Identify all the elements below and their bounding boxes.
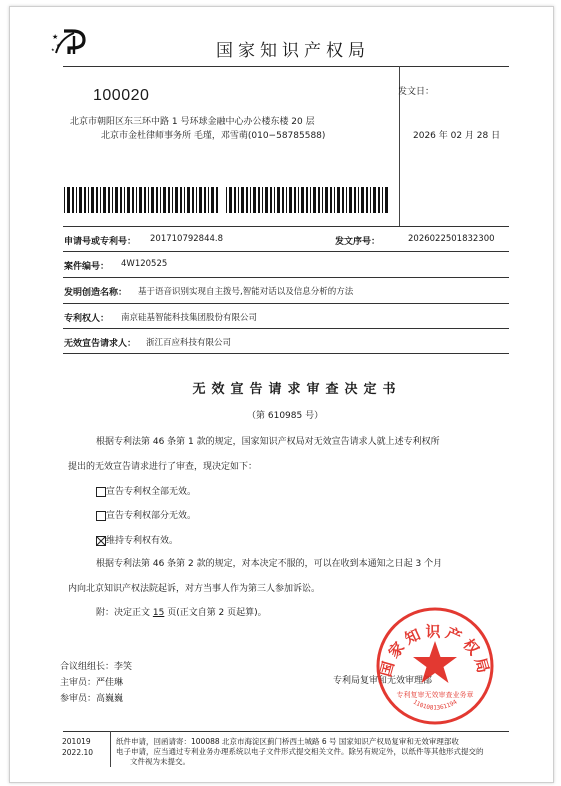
option-checkbox [96, 487, 106, 497]
patentee-label: 专利权人： [64, 314, 110, 324]
checked-checkbox-icon [96, 536, 106, 546]
svg-text:★: ★ [56, 43, 61, 49]
invention-value: 基于语音识别实现自主拨号,智能对话以及信息分析的方法 [138, 287, 354, 297]
para1-line1: 根据专利法第 46 条第 1 款的规定，国家知识产权局对无效宣告请求人就上述专利权所 [96, 437, 440, 447]
footer-note-2: 电子申请，应当通过专利业务办理系统以电子文件形式提交相关文件。除另有规定外，以纸件等其他形式提交的 [116, 747, 484, 757]
dispatch-date-label: 发文日： [398, 87, 435, 97]
requester-label: 无效宣告请求人： [64, 339, 137, 349]
para2-line1: 根据专利法第 46 条第 2 款的规定，对本决定不服的，可以在收到本通知之日起 3 个月 [96, 559, 443, 569]
decision-title: 无效宣告请求审查决定书 [192, 382, 402, 397]
member-examiner: 参审员：高巍巍 [60, 694, 124, 704]
row-rule [63, 303, 509, 304]
address-line-1: 北京市朝阳区东三环中路 1 号环球金融中心办公楼东楼 20 层 [70, 117, 315, 127]
attachment-note [96, 609, 267, 618]
address-line-2: 北京市金杜律师事务所 毛瑾，邓雪萌(010−58785588) [101, 131, 326, 141]
footer-note-1: 纸件申请，回函请寄：100088 北京市海淀区蓟门桥西土城路 6 号 国家知识产权局复审和无效审理部收 [116, 737, 459, 746]
dispatch-date-value: 2026 年 02 月 28 日 [413, 131, 501, 141]
form-code: 201019 [62, 737, 91, 746]
decision-number: （第 610985 号） [247, 411, 324, 421]
footer-note-3: 文件视为未提交。 [130, 757, 190, 767]
official-seal-stamp [374, 605, 496, 727]
attachment-suffix: 页(正文自第 2 页起算)。 [164, 608, 267, 618]
document-page [9, 6, 554, 783]
row-rule [63, 226, 509, 227]
case-no-value: 4W120525 [121, 259, 168, 269]
office-name: 国家知识产权局 [216, 41, 370, 61]
option-invalid-all [96, 487, 196, 497]
postcode: 100020 [93, 87, 150, 104]
footer-divider [110, 731, 111, 767]
row-rule [63, 353, 509, 354]
row-rule [63, 251, 509, 252]
svg-text:★: ★ [52, 33, 59, 41]
header-rule [63, 66, 509, 67]
row-rule [63, 328, 509, 329]
requester-value: 浙江百应科技有限公司 [146, 338, 232, 348]
option-maintain-valid [96, 536, 178, 546]
attachment-pages: 15 [152, 608, 165, 618]
row-rule [63, 277, 509, 278]
chief-examiner: 主审员：严佳琳 [60, 678, 124, 688]
serial-value: 2026022501832300 [408, 234, 495, 244]
app-no-label: 申请号或专利号： [64, 237, 137, 247]
form-version: 2022.10 [62, 748, 94, 757]
footer-rule [63, 731, 509, 732]
stamp-outer-text: 国家知识产权局 [376, 622, 494, 679]
stamp-bottom-number: 1101081361194 [411, 698, 459, 712]
serial-label: 发文序号： [335, 237, 381, 247]
option-checkbox [96, 511, 106, 521]
option-label: 宣告专利权部分无效。 [106, 510, 197, 521]
cnipa-logo-icon [50, 27, 94, 57]
app-no-value: 201710792844.8 [150, 234, 224, 244]
option-label: 维持专利权有效。 [106, 535, 179, 546]
option-invalid-partial [96, 511, 196, 521]
invention-label: 发明创造名称： [64, 288, 128, 298]
case-no-label: 案件编号： [64, 262, 110, 272]
barcode-left [64, 187, 219, 213]
barcode-right [226, 187, 389, 213]
svg-text:★: ★ [51, 47, 55, 52]
para2-line2: 内向北京知识产权法院起诉，对方当事人作为第三人参加诉讼。 [68, 584, 321, 594]
panel-leader: 合议组组长：李笑 [60, 662, 133, 672]
issuing-department: 专利局复审和无效审理部 [333, 676, 433, 686]
patentee-value: 南京硅基智能科技集团股份有限公司 [121, 313, 258, 323]
option-label: 宣告专利权全部无效。 [106, 486, 197, 497]
attachment-prefix: 附：决定正文 [96, 608, 153, 618]
footer-notes [116, 737, 508, 767]
para1-line2: 提出的无效宣告请求进行了审查，现决定如下： [68, 462, 258, 472]
svg-text:1101081361194 [412, 698, 459, 711]
stamp-inner-text: 专利复审无效审查业务章 [396, 691, 474, 699]
